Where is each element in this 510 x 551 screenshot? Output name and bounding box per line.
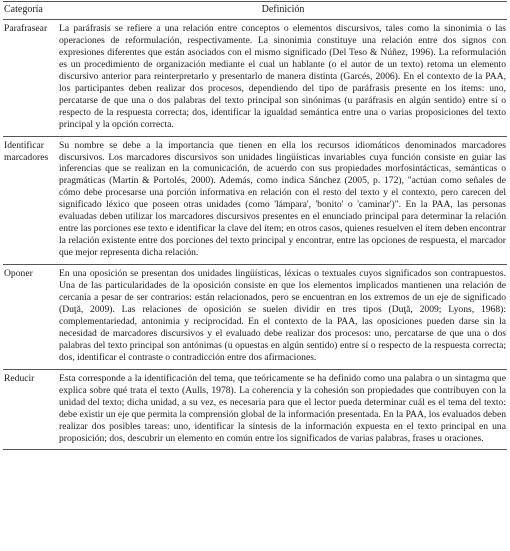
table-row (3, 265, 507, 370)
category-cell: Oponer (3, 265, 59, 370)
category-cell: Parafrasear (3, 20, 59, 137)
category-cell: Reducir (3, 369, 59, 450)
definition-cell: La paráfrasis se refiere a una relación entre conceptos o elementos discursivos, tales como la sinonimia o las operaciones de reformulación, respectivamente. La sinonimia constituye una relación entre dos signos con expresiones diferentes que están asociados con el mismo significado (Del Teso & Núñez, 1996). La reformulación es un procedimiento de organización mediante el cual un hablante (o el autor de un texto) retoma un elemento discursivo anterior para reinterpretarlo y presentarlo de manera distinta (Garcés, 2006). En el contexto de la PAA, los participantes deben realizar dos procesos, dependiendo del tipo de paráfrasis presente en los ítems: uno, percatarse de que una o dos palabras del texto principal son sinónimas (u paráfrasis en algún sentido) entre sí o respecto de la respuesta correcta; dos, identificar la igualdad semántica entre una o varias proposiciones del texto principal y la opción correcta. (59, 20, 507, 137)
definition-cell: En una oposición se presentan dos unidades lingüísticas, léxicas o textuales cuyos significados son contrapuestos. Una de las particularidades de la oposición consiste en que los elementos implicados mantienen una relación de cercanía a pesar de ser contrarios: están relacionados, pero se encuentran en los extremos de un eje de significado (Duţă, 2009). Las relaciones de oposición se suelen dividir en tres tipos (Duţă, 2009; Lyons, 1968): complementariedad, antonimia y reciprocidad. En el contexto de la PAA, las oposiciones pueden darse sin la necesidad de marcadores discursivos y el evaluado debe realizar dos procesos: uno, percatarse de que una o dos palabras del texto principal son antónimas (u opuestas en algún sentido) entre sí o respecto de la respuesta correcta; dos, identificar el contraste o contradicción entre dos afirmaciones. (59, 265, 507, 370)
table-row (3, 369, 507, 450)
category-cell: Identificar marcadores (3, 136, 59, 265)
header-category: Categoría (3, 2, 59, 20)
table-header-row (3, 2, 507, 20)
definition-cell: Su nombre se debe a la importancia que tienen en ella los recursos idiomáticos denominados marcadores discursivos. Los marcadores discursivos son unidades lingüísticas invariables cuya función consiste en guiar las inferencias que se realizan en la comunicación, de acuerdo con sus propiedades morfosintácticas, semánticas o pragmáticas (Martín & Portolés, 2000). Además, como indica Sánchez (2005, p. 172), "actúan como señales de cómo debe procesarse una porción informativa en relación con el resto del texto y el contexto, pero carecen del significado léxico que poseen otras unidades (como 'lámpara', 'bonito' o 'caminar')". En la PAA, las personas evaluadas deben utilizar los marcadores discursivos presentes en el enunciado principal para determinar la relación entre las porciones ese texto e identificar la clave del ítem; en otros casos, quienes resuelven el ítem deben encontrar la relación existente entre dos porciones del texto principal y encontrar, entre las opciones de respuesta, el marcador que mejor representa dicha relación. (59, 136, 507, 265)
table-row (3, 20, 507, 137)
table-row (3, 136, 507, 265)
header-definition: Definición (59, 2, 507, 20)
definition-cell: Esta corresponde a la identificación del tema, que teóricamente se ha definido como una palabra o un sintagma que explica sobre qué trata el texto (Aulls, 1978). La coherencia y la cohesión son propiedades que contribuyen con la unidad del texto; dicha unidad, a su vez, es necesaria para que el lector pueda determinar cuál es el tema del texto: debe existir un eje que permita la comprensión global de la información presentada. En la PAA, los evaluados deben realizar dos posibles tareas: uno, identificar la síntesis de la información expuesta en el texto principal en una proposición; dos, descubrir un elemento en común entre los significados de varias palabras, frases u oraciones. (59, 369, 507, 450)
definitions-table (3, 1, 507, 450)
